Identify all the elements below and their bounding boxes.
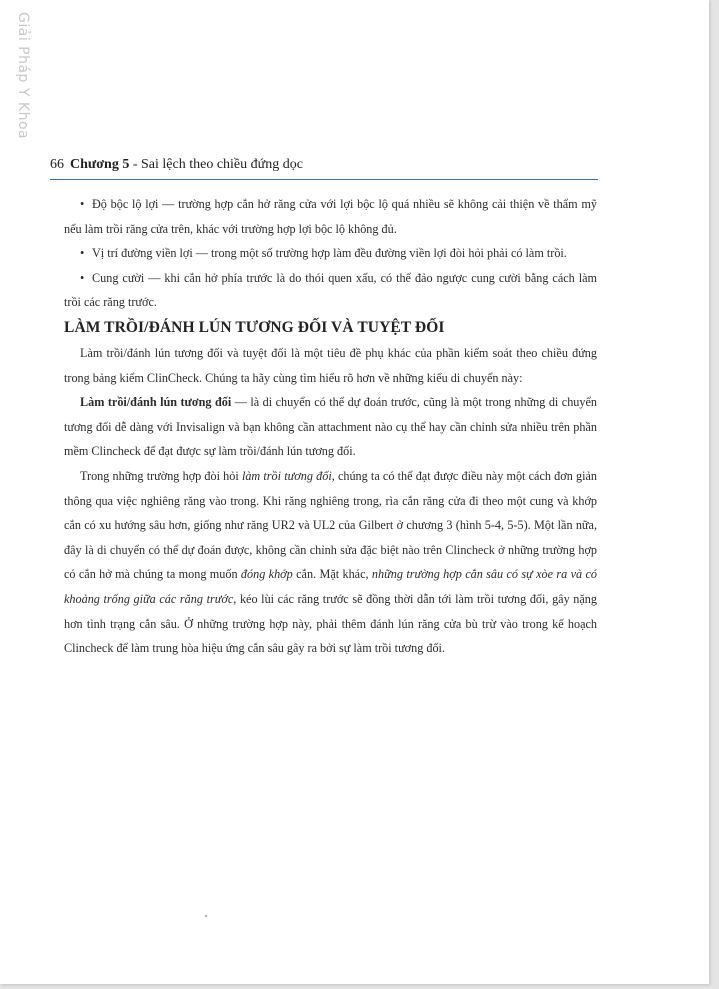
paragraph-text: Trong những trường hợp đòi hỏi [80, 468, 242, 483]
emphasis-text: những trường hợp cắn sâu có sự xòe ra và có khoảng trống giữa các răng trước [64, 567, 597, 606]
bullet-text: Vị trí đường viền lợi — trong một số trường hợp làm đều đường viền lợi đòi hỏi phải có làm trồi. [92, 246, 567, 261]
paragraph-text: — là di chuyển có thể dự đoán trước, cũng là một trong những di chuyển tương đối dễ dàng với Invisalign và bạn không cần attachment nào cụ thể hay cần chỉnh sửa nhiều trên phần mềm Clincheck để đạt được sự làm trồi/đánh lún tương đối. [64, 395, 597, 459]
side-watermark: Giải Pháp Y Khoa [15, 12, 31, 140]
paragraph-relative [64, 390, 597, 464]
term-bold: Làm trồi/đánh lún tương đối [80, 395, 232, 410]
paragraph-text: , chúng ta có thể đạt được điều này một cách đơn giản thông qua việc nghiêng răng vào trong. Khi răng nghiêng trong, rìa cắn răng cửa đi theo một cung và khớp cắn có xu hướng sâu hơn, giống như răng UR2 và UL2 của Gilbert ở chương 3 (hình 5-4, 5-5). Một lần nữa, đây là di chuyển có thể dự đoán được, không cần chỉnh sửa đặc biệt nào trên Clincheck ở những trường hợp có cắn hở mà chúng ta mong muốn [64, 468, 597, 582]
paragraph-intro: Làm trồi/đánh lún tương đối và tuyệt đối là một tiêu đề phụ khác của phần kiểm soát theo chiều đứng trong bảng kiểm ClinCheck. Chúng ta hãy cùng tìm hiểu rõ hơn về những kiểu di chuyển này: [64, 345, 597, 385]
running-header [50, 157, 598, 173]
header-rule [50, 179, 598, 180]
header-separator: - [129, 157, 142, 172]
chapter-title: Sai lệch theo chiều đứng dọc [141, 157, 303, 172]
bullet-text: Cung cười — khi cắn hở phía trước là do thói quen xấu, có thể đảo ngược cung cười bằng cách làm trồi các răng trước. [64, 270, 597, 310]
page-content [64, 192, 597, 661]
paragraph-text: cắn. Mặt khác, [292, 567, 372, 582]
emphasis-text: làm trồi tương đối [241, 468, 332, 483]
chapter-label: Chương 5 [70, 157, 130, 172]
bullet-item [64, 266, 597, 315]
bullet-item [64, 192, 597, 241]
bullet-dot: • [80, 197, 85, 211]
section-heading: LÀM TRỒI/ĐÁNH LÚN TƯƠNG ĐỐI VÀ TUYỆT ĐỐI [64, 318, 445, 336]
bullet-dot: • [80, 270, 85, 285]
scan-speck [205, 915, 207, 917]
emphasis-text: đóng khớp [240, 567, 293, 582]
bullet-dot: • [80, 246, 85, 261]
bullet-text: Độ bộc lộ lợi — trường hợp cắn hở răng cửa với lợi bộc lộ quá nhiều sẽ không cải thiện về thẩm mỹ nếu làm trồi răng cửa trên, khác với trường hợp lợi bộc lộ không đủ. [64, 197, 597, 236]
page-number: 66 [50, 157, 64, 172]
bullet-item [64, 241, 597, 266]
paragraph-cases [64, 464, 597, 661]
paragraph-text: , kéo lùi các răng trước sẽ đồng thời dẫn tới làm trồi tương đối, gây nặng hơn tình trạng cắn sâu. Ở những trường hợp này, phải thêm đánh lún răng cửa bù trừ vào trong kế hoạch Clincheck để làm trung hòa hiệu ứng cắn sâu gây ra bởi sự làm trồi tương đối. [64, 591, 597, 656]
